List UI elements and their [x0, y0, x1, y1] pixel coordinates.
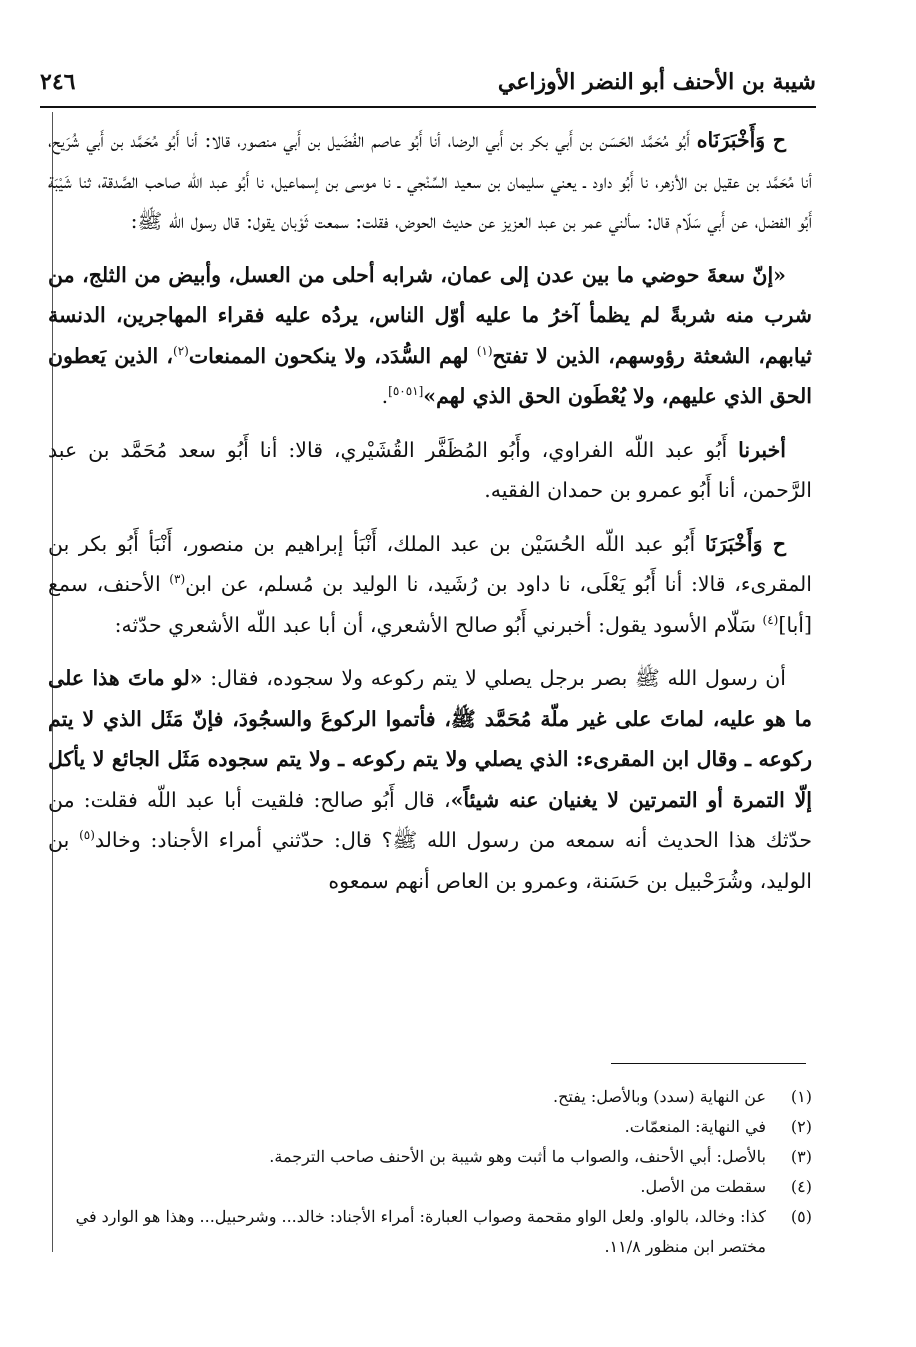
- header-rule: [40, 106, 816, 108]
- main-text: [48, 120, 812, 914]
- hadith-text: ، الذين يَعطون الحق الذي عليهم، ولا يُعْطَون الحق الذي لهم»: [48, 343, 812, 408]
- paragraph-text: الأحنف، سمع [أبا]: [48, 572, 812, 637]
- narration-keyword: أخبرنا: [738, 437, 786, 462]
- footnote-number: (٥): [790, 1207, 812, 1226]
- footnote-ref-5[interactable]: (٥): [79, 828, 95, 843]
- paragraph-text: أَبُو مُحَمَّد الحَسَن بن أَبي بكر بن أَبي الرضا، أنا أَبُو عاصم الفُضَيل بن أَبي منصور، قالا: أنا أَبُو مُحَمَّد بن أَبي شُرَيح، أنا مُحَمَّد بن عقيل بن الأزهر، نا أَبُو داود ـ يعني سليمان بن سعيد السِّنْجي ـ نا موسى بن إسماعيل، نا أَبُو عبد اللّه صاحب الصَّدقة، ثنا شَيْبَة أَبُو الفضل، عن أَبي سَلّام قال: سألني عمر بن عبد العزيز عن حديث الحوض، فقلت: سمعت ثَوْبان يقول: قال رسول الله ﷺ:: [48, 128, 812, 233]
- footnote-1: [48, 1082, 812, 1112]
- paragraph-isnad-2: [48, 430, 812, 511]
- period: .: [381, 384, 389, 408]
- footnote-number: (٤): [790, 1177, 812, 1196]
- paragraph-text: أَبُو عبد اللّه الفراوي، وأَبُو المُظَفَّر القُشَيْري، قالا: أنا أَبُو سعد مُحَمَّد بن عبد الرَّحمن، أنا أَبُو عمرو بن حمدان الفقيه.: [48, 437, 812, 502]
- paragraph-hadith-2: [48, 658, 812, 901]
- footnote-ref-4[interactable]: (٤): [762, 612, 779, 627]
- paragraph-text: أن رسول الله ﷺ بصر برجل يصلي لا يتم ركوعه ولا سجوده، فقال:: [202, 666, 786, 690]
- paragraph-text: ، قال أَبُو صالح: فلقيت أبا عبد اللّه فقلت: من حدّثك هذا الحديث أنه سمعه من رسول الله ﷺ؟ قال: حدّثني أمراء الأجناد: وخالد: [48, 787, 812, 852]
- footnote-4: [48, 1172, 812, 1202]
- footnotes: [48, 1082, 812, 1262]
- footnote-ref-1[interactable]: (١): [476, 343, 493, 358]
- footnote-text: في النهاية: المنعمّات.: [624, 1117, 766, 1136]
- hadith-text: لهم السُّدَد، ولا ينكحون الممنعات: [188, 343, 477, 368]
- paragraph-isnad-3: [48, 524, 812, 646]
- narration-keyword: ح وَأَخْبَرَنَاه: [696, 128, 786, 152]
- footnote-number: (٢): [790, 1117, 812, 1136]
- paragraph-text: بن الوليد، وشُرَحْبيل بن حَسَنة، وعمرو بن العاص أنهم سمعوه: [48, 828, 812, 893]
- footnote-text: كذا: وخالد، بالواو. ولعل الواو مقحمة وصواب العبارة: أمراء الأجناد: خالد... وشرحبيل... وهذا هو الوارد في مختصر ابن منظور ١١/٨.: [75, 1207, 766, 1256]
- footnote-text: بالأصل: أبي الأحنف، والصواب ما أثبت وهو شيبة بن الأحنف صاحب الترجمة.: [269, 1147, 766, 1166]
- footnote-ref-2[interactable]: (٢): [173, 343, 189, 358]
- footnote-text: عن النهاية (سدد) وبالأصل: يفتح.: [553, 1087, 766, 1106]
- footnote-2: [48, 1112, 812, 1142]
- hadith-text: «إنّ سعةَ حوضي ما بين عدن إلى عمان، شرابه أحلى من العسل، وأبيض من الثلج، من شرب منه شربةً لم يظمأ آخرُ ما عليه أوّل الناس، يردُه عليه فقراء المهاجرين، الدنسة ثيابهم، الشعثة رؤوسهم، الذين لا تفتح: [48, 262, 812, 368]
- footnote-number: (١): [790, 1087, 812, 1106]
- running-title: شيبة بن الأحنف أبو النضر الأوزاعي: [497, 69, 816, 95]
- hadith-reference-number: [٥٠٥١]: [388, 384, 424, 399]
- paragraph-hadith-1: [48, 255, 812, 417]
- footnote-text: سقطت من الأصل.: [640, 1177, 766, 1196]
- paragraph-isnad-1: [48, 120, 812, 242]
- paragraph-text: أَبُو عبد اللّه الحُسَيْن بن عبد الملك، أَنْبَأ إبراهيم بن منصور، أَنْبَأ أَبُو بكر بن المقرىء، قالا: أنا أَبُو يَعْلَى، نا داود بن رُشَيد، نا الوليد بن مُسلم، عن ابن: [48, 531, 812, 596]
- footnote-5: [48, 1202, 812, 1262]
- page-header: [40, 62, 816, 102]
- footnote-rule: [611, 1063, 806, 1064]
- narration-keyword: ح وَأَخْبَرَنَا: [704, 531, 786, 556]
- hadith-text: «لو ماتَ هذا على ما هو عليه، لماتَ على غير ملّة مُحَمَّد ﷺ، فأتموا الركوعَ والسجُودَ، فإنّ مَثَل الذي لا يتم ركوعه ـ وقال ابن المقرىء: الذي يصلي ولا يتم ركوعه ـ ولا يتم سجوده مَثَل الجائع لا يأكل إلّا التمرة أو التمرتين لا يغنيان عنه شيئاً»: [48, 666, 812, 812]
- page-number: ٢٤٦: [40, 69, 76, 95]
- footnote-ref-3[interactable]: (٣): [169, 572, 186, 587]
- paragraph-text: سَلّام الأسود يقول: أخبرني أَبُو صالح الأشعري، أن أبا عبد اللّه الأشعري حدّثه:: [114, 612, 763, 637]
- footnote-3: [48, 1142, 812, 1172]
- footnote-number: (٣): [790, 1147, 812, 1166]
